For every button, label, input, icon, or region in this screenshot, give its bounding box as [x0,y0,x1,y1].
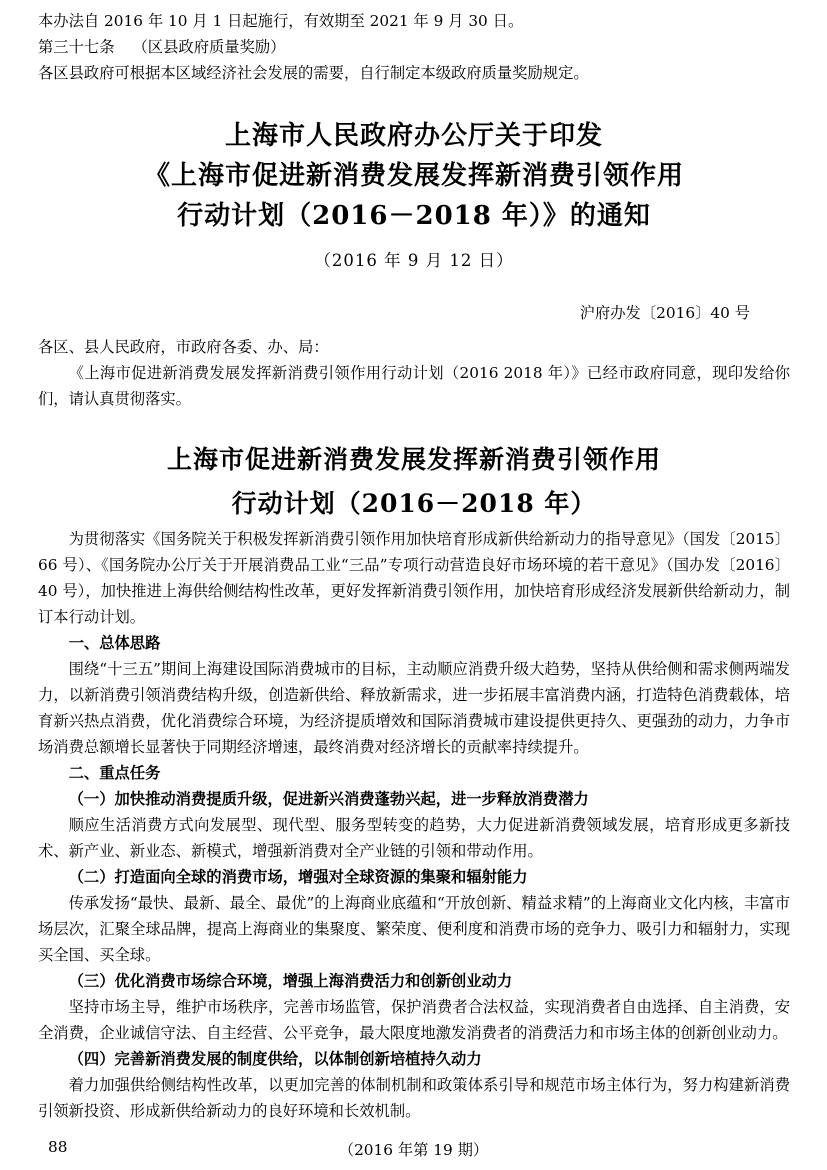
document-number: 沪府办发〔2016〕40 号 [579,304,750,322]
issue-label: （2016 年第 19 期） [338,1141,489,1159]
subsection-heading-3: （三）优化消费市场综合环境，增强上海消费活力和创新创业动力 [68,972,513,990]
page-footer [38,1138,789,1160]
notice-title-line-2: 《上海市促进新消费发展发挥新消费引领作用 [143,161,684,191]
subsection-heading-4: （四）完善新消费发展的制度供给，以体制创新培植持久动力 [68,1050,482,1068]
subsection-1-paragraph-1: 顺应生活消费方式向发展型、现代型、服务型转变的趋势，大力促进新消费领域发展，培育形成更多新技术、新产业、新业态、新模式，增强新消费对全产业链的引领和带动作用。 [38,816,790,860]
subsection-heading-1: （一）加快推动消费提质升级，促进新兴消费蓬勃兴起，进一步释放消费潜力 [68,790,589,808]
page-number: 88 [48,1138,68,1156]
paragraph-effective-date: 本办法自 2016 年 10 月 1 日起施行，有效期至 2021 年 9 月 30 日。 [38,12,524,30]
subsection-4-paragraph-1: 着力加强供给侧结构性改革，以更加完善的体制机制和政策体系引导和规范市场主体行为，努力构建新消费引领新投资、形成新供给新动力的良好环境和长效机制。 [38,1076,790,1120]
article-title: （区县政府质量奖励） [132,38,286,56]
subsection-2-paragraph-1: 传承发扬“最快、最新、最全、最优”的上海商业底蕴和“开放创新、精益求精”的上海商业文化内核，丰富市场层次，汇聚全球品牌，提高上海商业的集聚度、繁荣度、便利度和消费市场的竞争力、吸引力和辐射力，实现买全国、买全球。 [38,894,790,964]
notice-title [38,116,790,236]
plan-title [38,438,790,526]
notice-title-line-3: 行动计划（2016－2018 年）》的通知 [177,201,651,231]
notice-date: （2016 年 9 月 12 日） [314,251,514,270]
document-content [38,8,790,1124]
plan-title-line-1: 上海市促进新消费发展发挥新消费引领作用 [166,445,661,474]
notice-title-line-1: 上海市人民政府办公厅关于印发 [224,121,603,151]
section-heading-2: 二、重点任务 [68,764,161,782]
subsection-heading-2: （二）打造面向全球的消费市场，增强对全球资源的集聚和辐射能力 [68,868,528,886]
plan-preamble: 为贯彻落实《国务院关于积极发挥新消费引领作用加快培育形成新供给新动力的指导意见》（国发〔2015〕66 号）、《国务院办公厅关于开展消费品工业“三品”专项行动营造良好市场环境的若干意见》（国办发〔2016〕40 号），加快推进上海供给侧结构性改革，更好发挥新消费引领作用，加快培育形成经济发展新供给新动力，制订本行动计划。 [38,530,790,626]
article-number: 第三十七条 [38,38,115,56]
plan-title-line-2: 行动计划（2016－2018 年） [231,489,597,518]
section-heading-1: 一、总体思路 [68,634,161,652]
notice-recipient: 各区、县人民政府，市政府各委、办、局： [38,338,329,356]
article-heading [38,34,790,60]
notice-body: 《上海市促进新消费发展发挥新消费引领作用行动计划（2016 2018 年）》已经市政府同意，现印发给你们，请认真贯彻落实。 [38,364,790,408]
subsection-3-paragraph-1: 坚持市场主导，维护市场秩序，完善市场监管，保护消费者合法权益，实现消费者自由选择、自主消费，安全消费，企业诚信守法、自主经营、公平竞争，最大限度地激发消费者的消费活力和市场主体的创新创业动力。 [38,998,790,1042]
section-1-paragraph-1: 围绕“十三五”期间上海建设国际消费城市的目标，主动顺应消费升级大趋势，坚持从供给侧和需求侧两端发力，以新消费引领消费结构升级，创造新供给、释放新需求，进一步拓展丰富消费内涵，打造特色消费载体，培育新兴热点消费，优化消费综合环境，为经济提质增效和国际消费城市建设提供更持久、更强劲的动力，力争市场消费总额增长显著快于同期经济增速，最终消费对经济增长的贡献率持续提升。 [38,660,790,756]
article-body: 各区县政府可根据本区域经济社会发展的需要，自行制定本级政府质量奖励规定。 [38,64,589,82]
